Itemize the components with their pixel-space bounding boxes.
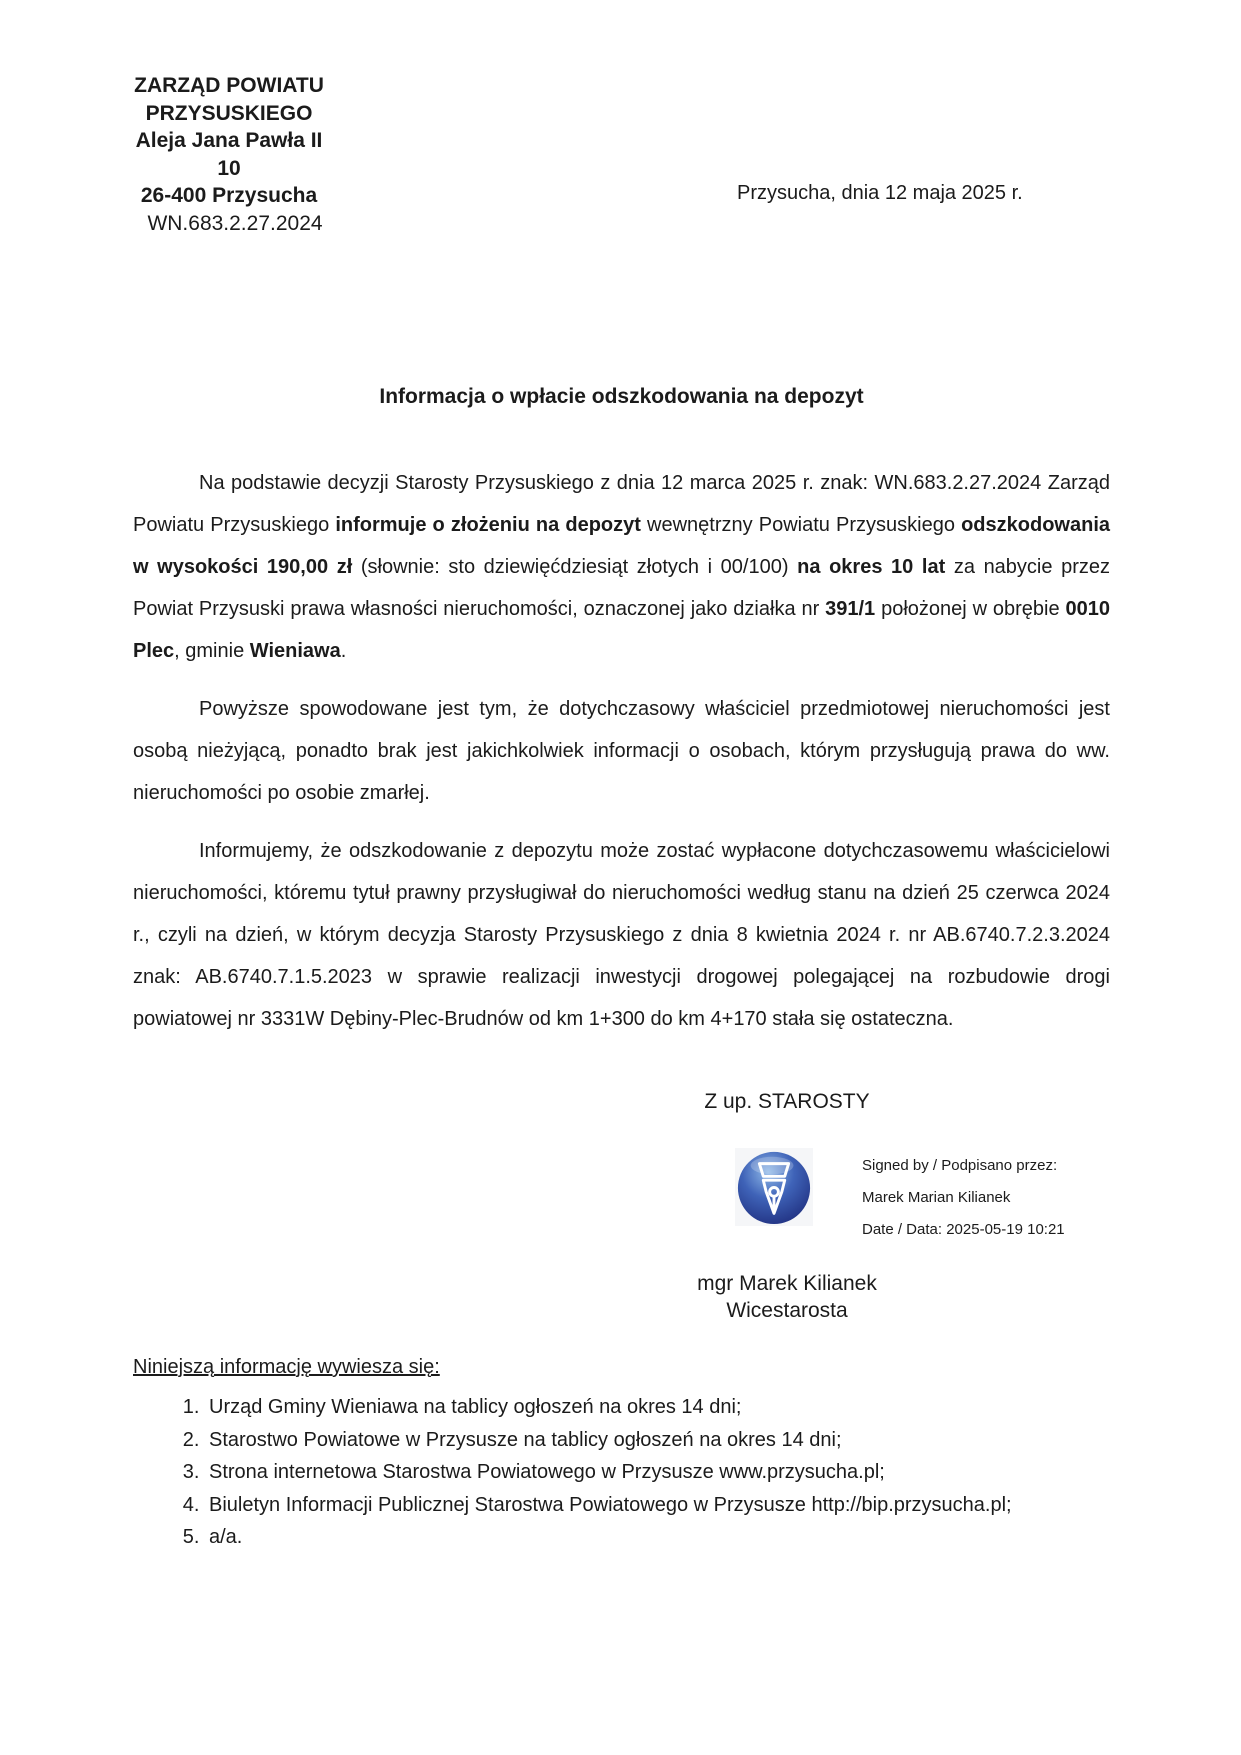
p1-seg: położonej w obrębie (875, 598, 1066, 620)
stamp-signer-name: Marek Marian Kilianek (862, 1189, 1011, 1206)
paragraph-3: Informujemy, że odszkodowanie z depozytu może zostać wypłacone dotychczasowemu właścicielowi nieruchomości, któremu tytuł prawny przysługiwał do nieruchomości według stanu na dzień 25 czerwca 2024 r., czyli na dzień, w którym decyzja Starosty Przysuskiego z dnia 8 kwietnia 2024 r. nr AB.6740.7.2.3.2024 znak: AB.6740.7.1.5.2023 w sprawie realizacji inwestycji drogowej polegającej na rozbudowie drogi powiatowej nr 3331W Dębiny-Plec-Brudnów od km 1+300 do km 4+170 stała się ostateczna. (133, 840, 1110, 1030)
signer-block (557, 1270, 1017, 1324)
p1-seg: (słownie: sto dziewięćdziesiąt złotych i 00/100) (352, 556, 798, 578)
distribution-item: 5. a/a. (205, 1521, 1110, 1554)
p1-seg: . (340, 640, 347, 662)
p1-seg-bold: na okres 10 lat (797, 556, 946, 578)
sender-org-line2: PRZYSUSKIEGO (145, 101, 313, 125)
signer-title: Wicestarosta (726, 1299, 848, 1322)
p1-seg-bold: odszkodowania w wysokości 190,00 zł (133, 514, 1110, 578)
place-and-date: Przysucha, dnia 12 maja 2025 r. (737, 182, 1023, 204)
pen-nib-icon (735, 1148, 813, 1226)
p1-seg: Na podstawie decyzji Starosty Przysuskiego z dnia 12 marca 2025 r. znak: WN.683.2.27.2024 Zarząd Powiatu Przysuskiego (133, 472, 1110, 536)
paragraph-2: Powyższe spowodowane jest tym, że dotychczasowy właściciel przedmiotowej nieruchomości jest osobą nieżyjącą, ponadto brak jest jakichkolwiek informacji o osobach, którym przysługują prawa do ww. nieruchomości po osobie zmarłej. (133, 698, 1110, 804)
sender-address-line2: 26-400 Przysucha (140, 184, 318, 207)
signature-authorization: Z up. STAROSTY (704, 1090, 870, 1113)
distribution-item: 2. Starostwo Powiatowe w Przysusze na tablicy ogłoszeń na okres 14 dni; (205, 1424, 1110, 1457)
document-title: Informacja o wpłacie odszkodowania na depozyt (379, 385, 864, 408)
p1-seg: za nabycie przez Powiat Przysuski prawa własności nieruchomości, oznaczonej jako działka nr (133, 556, 1111, 620)
distribution-list (133, 1391, 1110, 1554)
sender-org-line1: ZARZĄD POWIATU (134, 74, 324, 97)
p1-seg-bold: 391/1 (825, 598, 876, 620)
p1-seg-bold: 0010 Plec (133, 598, 1110, 662)
distribution-item: 1. Urząd Gminy Wieniawa na tablicy ogłoszeń na okres 14 dni; (205, 1391, 1110, 1424)
distribution-item: 4. Biuletyn Informacji Publicznej Starostwa Powiatowego w Przysusze http://bip.przysucha.pl; (205, 1489, 1110, 1522)
signature-block (557, 1088, 1065, 1324)
letterhead (133, 0, 1110, 235)
digital-signature-stamp (557, 1148, 1065, 1246)
distribution-heading: Niniejszą informację wywiesza się: (133, 1356, 440, 1378)
sender-address-line1: Aleja Jana Pawła II 10 (135, 129, 323, 180)
stamp-text (862, 1148, 1065, 1246)
p1-seg-bold: Wieniawa (249, 640, 341, 662)
signer-name: mgr Marek Kilianek (697, 1272, 877, 1295)
case-number: WN.683.2.27.2024 (147, 211, 323, 235)
p1-seg: , gminie (174, 640, 250, 662)
paragraph-1 (133, 462, 1110, 672)
sender-block (133, 72, 325, 237)
stamp-signed-by-label: Signed by / Podpisano przez: (862, 1157, 1058, 1174)
p1-seg-bold: informuje o złożeniu na depozyt (335, 514, 641, 536)
distribution-item: 3. Strona internetowa Starostwa Powiatowego w Przysusze www.przysucha.pl; (205, 1456, 1110, 1489)
distribution-section (133, 1355, 1110, 1554)
stamp-date: Date / Data: 2025-05-19 10:21 (862, 1221, 1065, 1238)
p1-seg: wewnętrzny Powiatu Przysuskiego (640, 514, 962, 536)
